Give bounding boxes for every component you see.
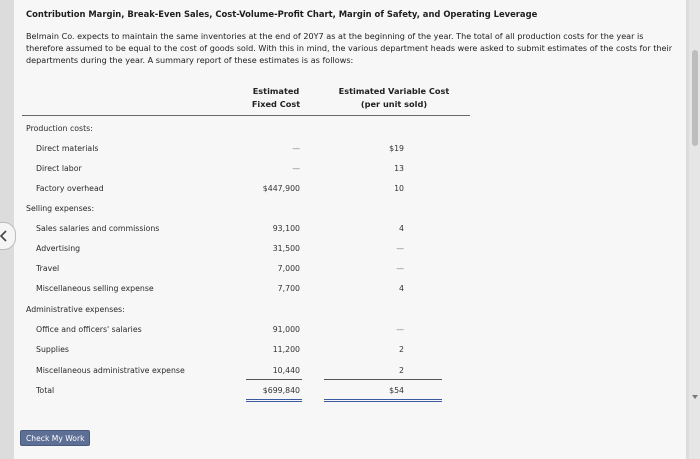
variable-cost-value: — <box>396 325 404 334</box>
variable-cost-header <box>326 85 462 111</box>
fixed-cost-value: $447,900 <box>262 184 300 193</box>
check-my-work-button[interactable]: Check My Work <box>20 430 90 446</box>
row-label: Factory overhead <box>36 184 104 193</box>
table-row <box>14 224 686 238</box>
variable-cost-value: $19 <box>389 144 404 153</box>
scroll-down-arrow-icon[interactable] <box>692 395 698 399</box>
variable-cost-value: — <box>396 244 404 253</box>
variable-cost-header-line1: Estimated Variable Cost <box>338 86 450 96</box>
section-label: Production costs: <box>26 124 93 133</box>
variable-cost-total: $54 <box>389 386 404 395</box>
row-label: Miscellaneous administrative expense <box>36 366 185 375</box>
fixed-cost-header <box>236 85 316 111</box>
row-label: Sales salaries and commissions <box>36 224 160 233</box>
variable-cost-value: 4 <box>399 224 404 233</box>
vertical-scrollbar[interactable] <box>689 0 700 459</box>
fixed-cost-value: 91,000 <box>272 325 300 334</box>
table-row <box>14 264 686 278</box>
variable-cost-value: — <box>396 264 404 273</box>
total-label: Total <box>36 386 55 395</box>
scrollbar-thumb[interactable] <box>692 50 698 146</box>
row-label: Miscellaneous selling expense <box>36 284 154 293</box>
row-label: Travel <box>36 264 60 273</box>
fixed-cost-header-line1: Estimated <box>252 86 300 96</box>
section-label: Administrative expenses: <box>26 305 125 314</box>
row-label: Office and officers' salaries <box>36 325 142 334</box>
table-row <box>14 345 686 359</box>
row-label: Advertising <box>36 244 81 253</box>
problem-title: Contribution Margin, Break-Even Sales, Cost-Volume-Profit Chart, Margin of Safety, and Operating Leverage <box>26 9 538 19</box>
row-label: Supplies <box>36 345 69 354</box>
variable-subtotal-rule <box>324 379 442 380</box>
table-row <box>14 284 686 298</box>
fixed-cost-value: 7,000 <box>277 264 300 273</box>
header-divider <box>22 115 470 116</box>
table-row <box>14 144 686 158</box>
fixed-cost-total: $699,840 <box>262 386 300 395</box>
chevron-left-icon <box>0 230 8 242</box>
table-row <box>14 325 686 339</box>
row-label: Direct labor <box>36 164 82 173</box>
fixed-cost-value: 7,700 <box>277 284 300 293</box>
fixed-cost-value: 11,200 <box>272 345 300 354</box>
variable-cost-value: 13 <box>394 164 404 173</box>
table-row <box>14 184 686 198</box>
fixed-subtotal-rule <box>246 379 302 380</box>
fixed-cost-value: — <box>292 144 300 153</box>
table-row <box>14 204 686 218</box>
fixed-cost-value: 31,500 <box>272 244 300 253</box>
table-row <box>14 124 686 138</box>
variable-cost-value: 2 <box>399 345 404 354</box>
fixed-cost-value: — <box>292 164 300 173</box>
table-row <box>14 305 686 319</box>
fixed-cost-value: 10,440 <box>272 366 300 375</box>
problem-description: Belmain Co. expects to maintain the same inventories at the end of 20Y7 as at the beginning of the year. The total of all production costs for the year is therefore assumed to be equal to the cost of goods sold. With this in mind, the various department heads were asked to submit estimates of the costs for their departments during the year. A summary report of these estimates is as follows: <box>26 31 673 66</box>
variable-cost-value: 10 <box>394 184 404 193</box>
variable-cost-value: 2 <box>399 366 404 375</box>
problem-panel <box>14 0 686 459</box>
section-label: Selling expenses: <box>26 204 95 213</box>
table-row-total <box>14 386 686 400</box>
fixed-cost-value: 93,100 <box>272 224 300 233</box>
fixed-total-double-rule <box>246 399 302 402</box>
table-row <box>14 366 686 380</box>
fixed-cost-header-line2: Fixed Cost <box>251 99 301 109</box>
variable-cost-header-line2: (per unit sold) <box>360 99 428 109</box>
table-row <box>14 244 686 258</box>
table-row <box>14 164 686 178</box>
row-label: Direct materials <box>36 144 99 153</box>
variable-total-double-rule <box>324 399 442 402</box>
variable-cost-value: 4 <box>399 284 404 293</box>
